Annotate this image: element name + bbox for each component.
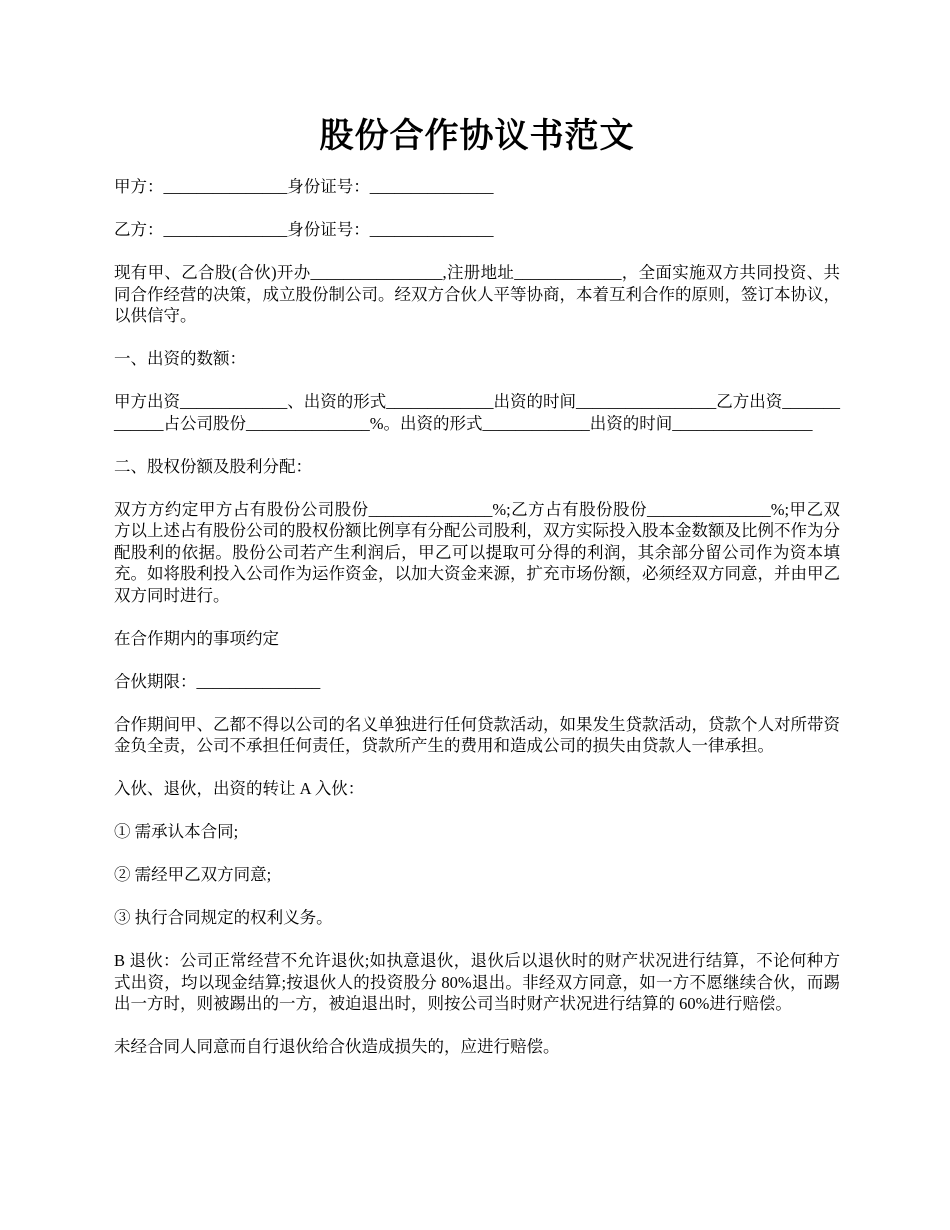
join-item-1: ① 需承认本合同; [114, 822, 239, 841]
withdraw-paragraph: B 退伙：公司正常经营不允许退伙;如执意退伙，退伙后以退伙时的财产状况进行结算，不论何种方式出资，均以现金结算;按退伙人的投资股分 80%退出。非经双方同意，如一方不愿继续合伙，而踢出一方时，则被踢出的一方，被迫退出时，则按公司当时财产状况进行结算的 60%进行赔偿。 [114, 951, 840, 1013]
party-a-line: 甲方：_______________身份证号：_______________ [114, 177, 494, 196]
loan-paragraph: 合作期间甲、乙都不得以公司的名义单独进行任何贷款活动，如果发生贷款活动，贷款个人对所带资金负全责，公司不承担任何责任，贷款所产生的费用和造成公司的损失由贷款人一律承担。 [114, 714, 840, 755]
document-title: 股份合作协议书范文 [319, 116, 635, 156]
join-item-3: ③ 执行合同规定的权利义务。 [114, 908, 333, 927]
section-heading-capital: 一、出资的数额： [114, 349, 246, 368]
intro-paragraph: 现有甲、乙合股(合伙)开办________________,注册地址_____________，全面实施双方共同投资、共同合作经营的决策，成立股份制公司。经双方合伙人平等协商，本着互利合作的原则，签订本协议，以供信守。 [114, 263, 840, 325]
party-b-line: 乙方：_______________身份证号：_______________ [114, 220, 494, 239]
section-heading-term: 在合作期内的事项约定 [114, 628, 279, 648]
join-item-2: ② 需经甲乙双方同意; [114, 865, 272, 884]
section-heading-shares: 二、股权份额及股利分配： [114, 456, 312, 476]
document-body [114, 176, 840, 1058]
compensation-paragraph: 未经合同人同意而自行退伙给合伙造成损失的，应进行赔偿。 [114, 1037, 560, 1056]
capital-paragraph: 甲方出资_____________、出资的形式_____________出资的时间_________________乙方出资_____________占公司股份_______________%。出资的形式_____________出资的时间_________________ [114, 392, 840, 433]
join-heading: 入伙、退伙，出资的转让 A 入伙： [114, 779, 365, 798]
partnership-term-line: 合伙期限：_______________ [114, 671, 321, 691]
shares-paragraph: 双方方约定甲方占有股份公司股份_______________%;乙方占有股份股份_______________%;甲乙双方以上述占有股份公司的股权份额比例享有分配公司股利，双方实际投入股本金数额及比例不作为分配股利的依据。股份公司若产生利润后，甲乙可以提取可分得的利润，其余部分留公司作为资本填充。如将股利投入公司作为运作资金，以加大资金来源，扩充市场份额，必须经双方同意，并由甲乙双方同时进行。 [114, 499, 840, 605]
